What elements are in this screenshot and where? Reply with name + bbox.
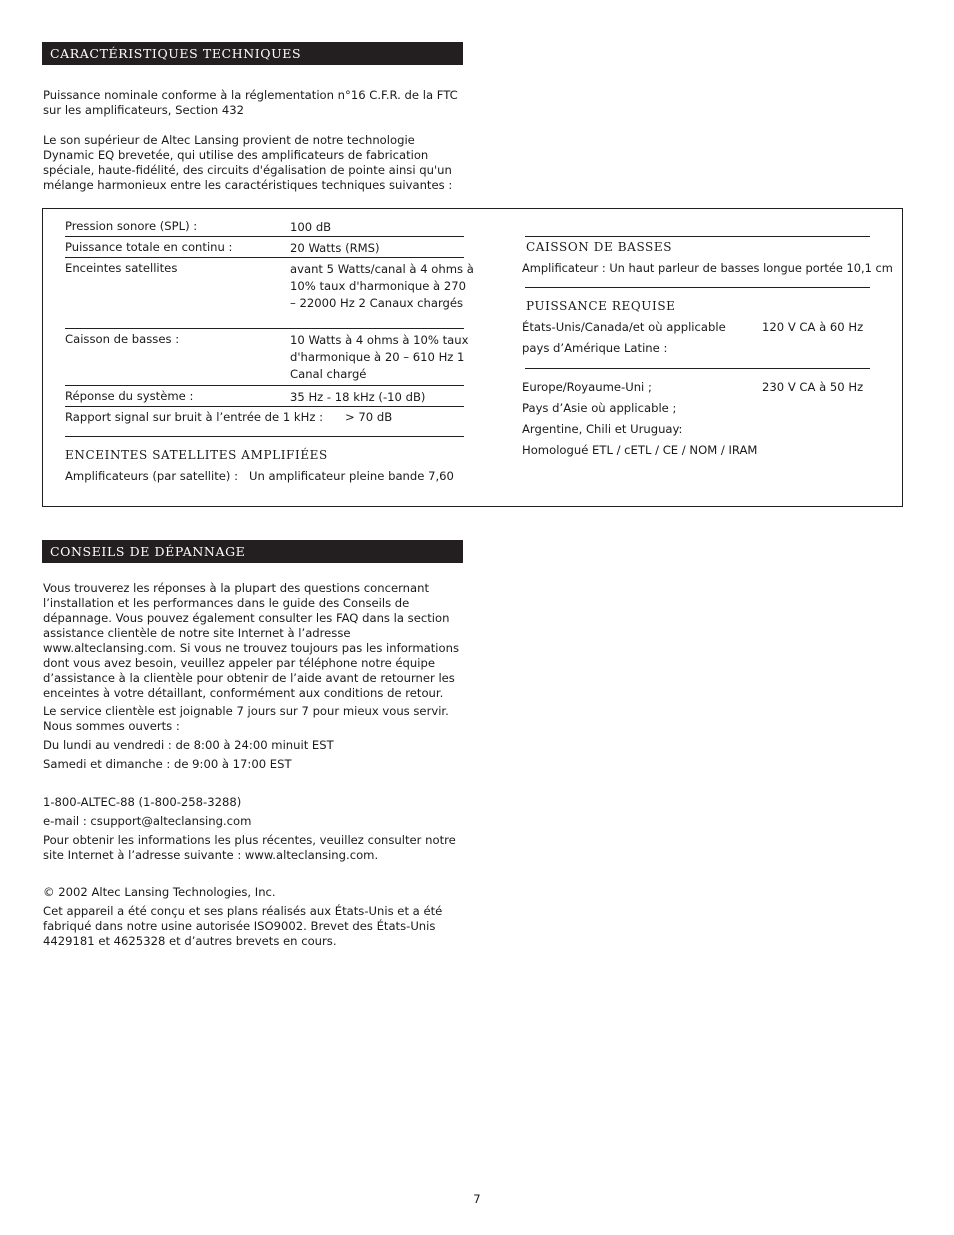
approvals-text: Homologué ETL / cETL / CE / NOM / IRAM (522, 443, 758, 457)
specs-intro-technology: Le son supérieur de Altec Lansing provient de notre technologie Dynamic EQ brevetée, qui utilise des amplificateurs de fabrication spéciale, haute-fidélité, des circuits d'égalisation de pointe ainsi qu'un mélange harmonieux entre les caractéristiques techniques suivantes : (43, 133, 453, 192)
page-number: 7 (473, 1192, 481, 1206)
troubleshooting-intro: Vous trouverez les réponses à la plupart des questions concernant l’installation et les performances dans le guide des Conseils de dépannage. Vous pouvez également consulter les FAQ dans la section assistance clientèle de notre site Internet à l’adresse www.alteclansing.com. Si vous ne trouvez toujours pas les informations dont vous avez besoin, veuillez appeler par téléphone notre équipe d’assistance à la clientèle pour obtenir de l’aide avant de retourner les enceintes à votre détaillant, conformément aux conditions de retour. (43, 581, 459, 700)
spec-divider (65, 406, 464, 407)
support-website: Pour obtenir les informations les plus récentes, veuillez consulter notre site Internet à l’adresse suivante : www.alteclansing.com. (43, 833, 456, 862)
copyright: © 2002 Altec Lansing Technologies, Inc. (43, 885, 276, 899)
subwoofer-amp-text: Amplificateur : Un haut parleur de basses longue portée 10,1 cm (522, 261, 893, 275)
legal-notice: Cet appareil a été conçu et ses plans réalisés aux États-Unis et a été fabriqué dans notre usine autorisée ISO9002. Brevet des États-Unis 4429181 et 4625328 et d’autres brevets en cours. (43, 904, 443, 948)
spec-divider (65, 257, 464, 258)
spec-label: Caisson de basses : (65, 332, 180, 346)
specs-box (42, 208, 903, 507)
spec-label: Enceintes satellites (65, 261, 178, 275)
spec-value: 10 Watts à 4 ohms à 10% taux d'harmonique à 20 – 610 Hz 1 Canal chargé (290, 333, 469, 381)
spec-label: Pression sonore (SPL) : (65, 219, 198, 233)
spec-divider (65, 436, 464, 437)
spec-divider (525, 287, 870, 288)
spec-label: Réponse du système : (65, 389, 194, 403)
support-email: e-mail : csupport@alteclansing.com (43, 814, 252, 828)
satellites-heading: ENCEINTES SATELLITES AMPLIFIÉES (65, 448, 328, 462)
spec-value: avant 5 Watts/canal à 4 ohms à 10% taux d'harmonique à 270 – 22000 Hz 2 Canaux chargés (290, 262, 474, 310)
power-us-label: États-Unis/Canada/et où applicable (522, 320, 726, 334)
spec-divider (525, 368, 870, 369)
support-phone: 1-800-ALTEC-88 (1-800-258-3288) (43, 795, 242, 809)
power-eu-value: 230 V CA à 50 Hz (762, 380, 864, 394)
satellites-amp-label: Amplificateurs (par satellite) : (65, 469, 239, 483)
power-asia-label: Pays d’Asie où applicable ; (522, 401, 677, 415)
power-eu-label: Europe/Royaume-Uni ; (522, 380, 652, 394)
power-heading: PUISSANCE REQUISE (526, 299, 676, 313)
support-hours-weekend: Samedi et dimanche : de 9:00 à 17:00 EST (43, 757, 292, 771)
support-hours-weekday: Du lundi au vendredi : de 8:00 à 24:00 minuit EST (43, 738, 334, 752)
subwoofer-heading: CAISSON DE BASSES (526, 240, 673, 254)
spec-snr-label: Rapport signal sur bruit à l’entrée de 1 kHz : (65, 410, 323, 424)
spec-value: 100 dB (290, 220, 332, 234)
power-us-label-cont: pays d’Amérique Latine : (522, 341, 668, 355)
troubleshooting-section-title: CONSEILS DE DÉPANNAGE (42, 540, 463, 563)
power-us-value: 120 V CA à 60 Hz (762, 320, 864, 334)
specs-section-title: CARACTÉRISTIQUES TECHNIQUES (42, 42, 463, 65)
spec-divider (65, 385, 464, 386)
power-latam-label: Argentine, Chili et Uruguay: (522, 422, 683, 436)
spec-label: Puissance totale en continu : (65, 240, 233, 254)
spec-divider (65, 236, 464, 237)
specs-intro-power-rating: Puissance nominale conforme à la réglementation n°16 C.F.R. de la FTC sur les amplificateurs, Section 432 (43, 88, 458, 117)
satellites-amp-value: Un amplificateur pleine bande 7,60 (249, 469, 454, 483)
spec-snr-value: > 70 dB (345, 410, 393, 424)
spec-divider (525, 236, 870, 237)
support-availability: Le service clientèle est joignable 7 jours sur 7 pour mieux vous servir. Nous sommes ouverts : (43, 704, 449, 733)
spec-value: 20 Watts (RMS) (290, 241, 380, 255)
spec-value: 35 Hz - 18 kHz (-10 dB) (290, 390, 426, 404)
spec-divider (65, 328, 464, 329)
